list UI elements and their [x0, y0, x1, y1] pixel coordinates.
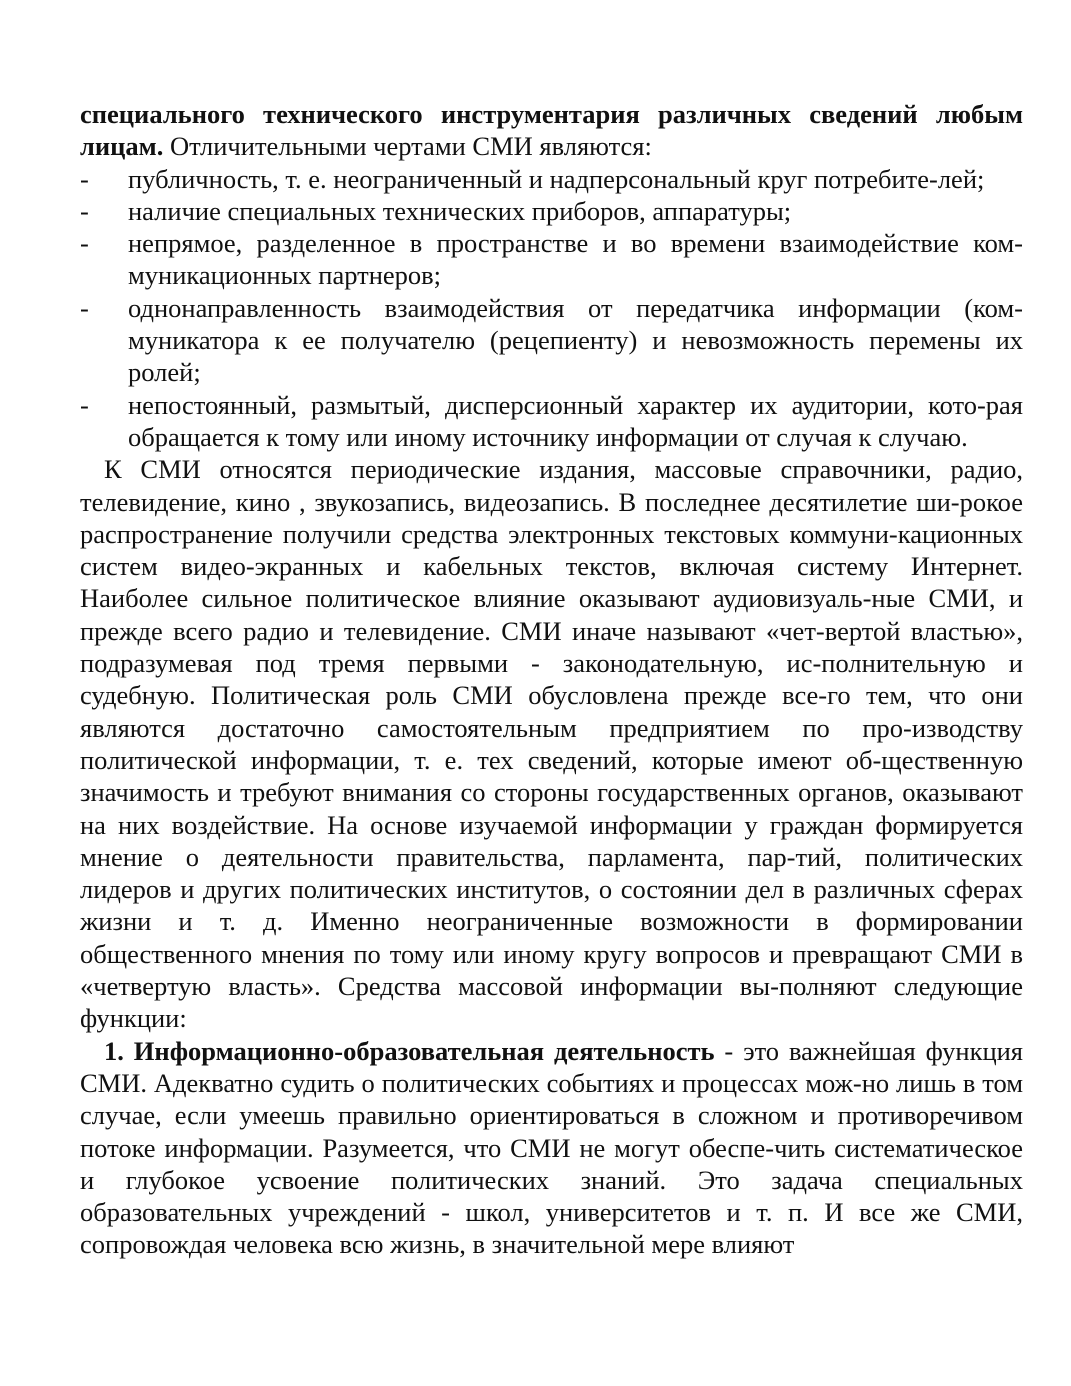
function-text: - это важнейшая функция СМИ. Адекватно судить о политических событиях и процессах мож-но лишь в том случае, если умеешь правильно ориентироваться в сложном и противоречивом потоке информации. Разумеется, что СМИ не могут обеспе-чить систематическое и глубокое усвоение политических знаний. Это задача специальных образовательных учреждений - школ, университетов и т. п. И все же СМИ, сопровождая человека всю жизнь, в значительной мере влияют [80, 1035, 1023, 1260]
list-item-text: непрямое, разделенное в пространстве и во времени взаимодействие ком-муникационных партнеров; [128, 228, 1023, 291]
list-dash: - [80, 163, 89, 194]
list-item [80, 292, 1023, 389]
list-dash: - [80, 228, 89, 259]
list-item [80, 195, 1023, 227]
list-dash: - [80, 292, 89, 323]
function-heading: 1. Информационно-образовательная деятельность [104, 1035, 715, 1066]
document-page [80, 98, 1023, 1261]
list-dash: - [80, 195, 89, 226]
list-item-text: наличие специальных технических приборов, аппаратуры; [128, 195, 792, 226]
list-dash: - [80, 389, 89, 420]
list-item-text: непостоянный, размытый, дисперсионный характер их аудитории, кото-рая обращается к тому или иному источнику информации от случая к случаю. [128, 389, 1023, 452]
intro-text: Отличительными чертами СМИ являются: [163, 131, 652, 162]
list-item-text: однонаправленность взаимодействия от передатчика информации (ком-муникатора к ее получателю (рецепиенту) и невозможность перемены их ролей; [128, 292, 1023, 388]
list-item [80, 227, 1023, 292]
list-item [80, 389, 1023, 454]
features-list [80, 163, 1023, 454]
intro-paragraph [80, 98, 1023, 163]
list-item-text: публичность, т. е. неограниченный и надперсональный круг потребите-лей; [128, 163, 985, 194]
function-paragraph [80, 1035, 1023, 1261]
body-paragraph: К СМИ относятся периодические издания, массовые справочники, радио, телевидение, кино , звукозапись, видеозапись. В последнее десятилетие ши-рокое распространение получили средства электронных текстовых коммуни-кационных систем видео-экранных и кабельных текстов, включая систему Интернет. Наиболее сильное политическое влияние оказывают аудиовизуаль-ные СМИ, и прежде всего радио и телевидение. СМИ иначе называют «чет-вертой властью», подразумевая под тремя первыми - законодательную, ис-полнительную и судебную. Политическая роль СМИ обусловлена прежде все-го тем, что они являются достаточно самостоятельным предприятием по про-изводству политической информации, т. е. тех сведений, которые имеют об-щественную значимость и требуют внимания со стороны государственных органов, оказывают на них воздействие. На основе изучаемой информации у граждан формируется мнение о деятельности правительства, парламента, пар-тий, политических лидеров и других политических институтов, о состоянии дел в различных сферах жизни и т. д. Именно неограниченные возможности в формировании общественного мнения по тому или иному кругу вопросов и превращают СМИ в «четвертую власть». Средства массовой информации вы-полняют следующие функции: [80, 454, 1023, 1034]
intro-bold-text: специального технического инструментария различных сведений любым лицам. [80, 99, 1023, 162]
list-item [80, 163, 1023, 195]
